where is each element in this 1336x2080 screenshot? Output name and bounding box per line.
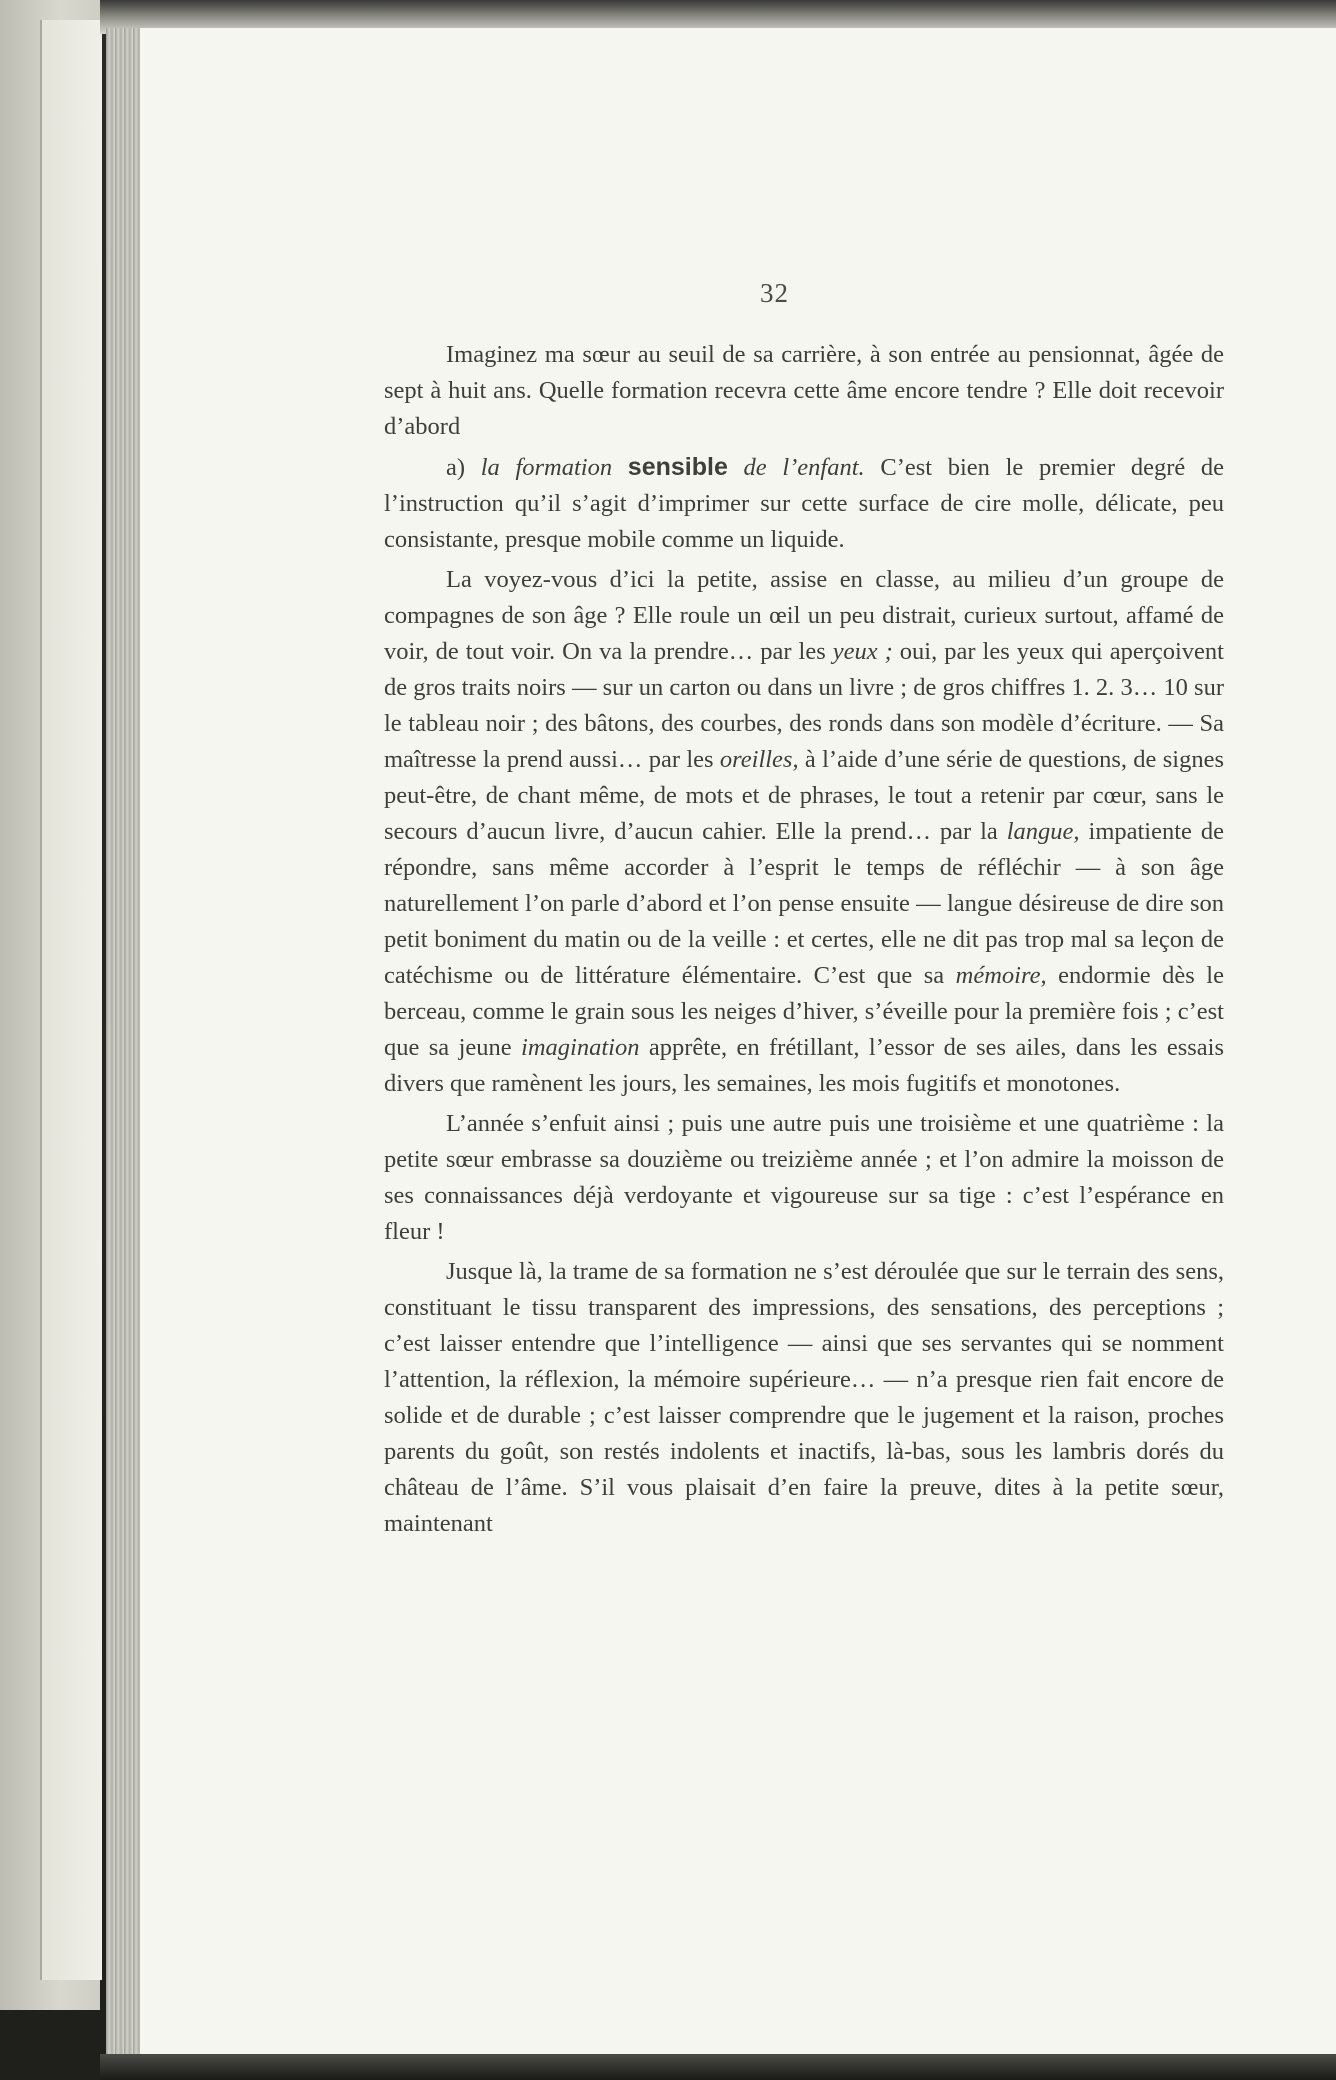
- text-run: La voyez-vous d’ici la petite, assise en classe, au milieu d’un groupe de compagnes de son âge ? Elle roule un œil un peu distrait, curieux surtout, affamé de voir, de tout voir. On va la prendre… par les: [384, 566, 1224, 665]
- italic-phrase: oreilles,: [719, 746, 799, 773]
- text-run: Jusque là, la trame de sa formation ne s’est déroulée que sur le terrain des sens, constituant le tissu transparent des impressions, des sensations, des perceptions ; c’est laisser entendre que l’intelligence — ainsi que ses servantes qui se nomment l’attention, la réflexion, la mémoire supérieure… — n’a presque rien fait encore de solide et de durable ; c’est laisser comprendre que le jugement et la raison, proches parents du goût, son restés indolents et inactifs, là-bas, sous les lambris dorés du château de l’âme. S’il vous plaisait d’en faire la preuve, dites à la petite sœur, maintenant: [384, 1258, 1224, 1537]
- text-run: à l’aide d’une série de questions, de signes peut-être, de chant même, de mots et de phrases, le tout a retenir par cœur, sans le secours d’aucun livre, d’aucun cahier. Elle la prend… par la: [384, 746, 1225, 845]
- text-run: oui, par les yeux qui aperçoivent de gros traits noirs — sur un carton ou dans un livre ; de gros chiffres 1. 2. 3… 10 sur le tableau noir ; des bâtons, des courbes, des ronds dans son modèle d’écriture. — Sa maîtresse la prend aussi… par les: [384, 638, 1224, 773]
- underlying-page-edge: [40, 20, 102, 1980]
- text-run: [612, 454, 628, 481]
- italic-phrase: imagination: [521, 1034, 640, 1061]
- text-run: endormie dès le berceau, comme le grain sous les neiges d’hiver, s’éveille pour la première fois ; c’est que sa jeune: [384, 962, 1224, 1061]
- text-run: [728, 454, 744, 481]
- paragraph: [384, 1254, 1224, 1542]
- page-number: 32: [760, 278, 789, 308]
- paragraph: [384, 562, 1224, 1102]
- page-binding-edge: [106, 28, 140, 2056]
- paragraph: [384, 337, 1224, 445]
- body-text: [384, 337, 1224, 1546]
- italic-phrase: langue,: [1006, 818, 1080, 845]
- emphasis-word: sensible: [627, 453, 728, 481]
- text-run: apprête, en frétillant, l’essor de ses ailes, dans les essais divers que ramènent les jours, les semaines, les mois fugitifs et monotones.: [384, 1034, 1224, 1097]
- text-run: impatiente de répondre, sans même accorder à l’esprit le temps de réfléchir — à son âge naturellement l’on parle d’abord et l’on pense ensuite — langue désireuse de dire son petit boniment du matin ou de la veille : et certes, elle ne dit pas trop mal sa leçon de catéchisme ou de littérature élémentaire. C’est que sa: [384, 818, 1224, 989]
- bottom-scan-shadow: [100, 2054, 1336, 2080]
- italic-phrase: yeux ;: [832, 638, 893, 665]
- paragraph: [384, 1106, 1224, 1250]
- text-run: C’est bien le premier degré de l’instruction qu’il s’agit d’imprimer sur cette surface de cire molle, délicate, peu consistante, presque mobile comme un liquide.: [384, 454, 1225, 553]
- italic-phrase: de l’enfant.: [743, 454, 865, 481]
- text-run: Imaginez ma sœur au seuil de sa carrière, à son entrée au pensionnat, âgée de sept à huit ans. Quelle formation recevra cette âme encore tendre ? Elle doit recevoir d’abord: [384, 341, 1224, 440]
- text-run: a): [446, 454, 481, 481]
- italic-phrase: mémoire,: [955, 962, 1047, 989]
- paragraph: [384, 449, 1224, 558]
- text-run: L’année s’enfuit ainsi ; puis une autre puis une troisième et une quatrième : la petite sœur embrasse sa douzième ou treizième année ; et l’on admire la moisson de ses connaissances déjà verdoyante et vigoureuse sur sa tige : c’est l’espérance en fleur !: [384, 1110, 1224, 1245]
- italic-phrase: la formation: [480, 454, 613, 481]
